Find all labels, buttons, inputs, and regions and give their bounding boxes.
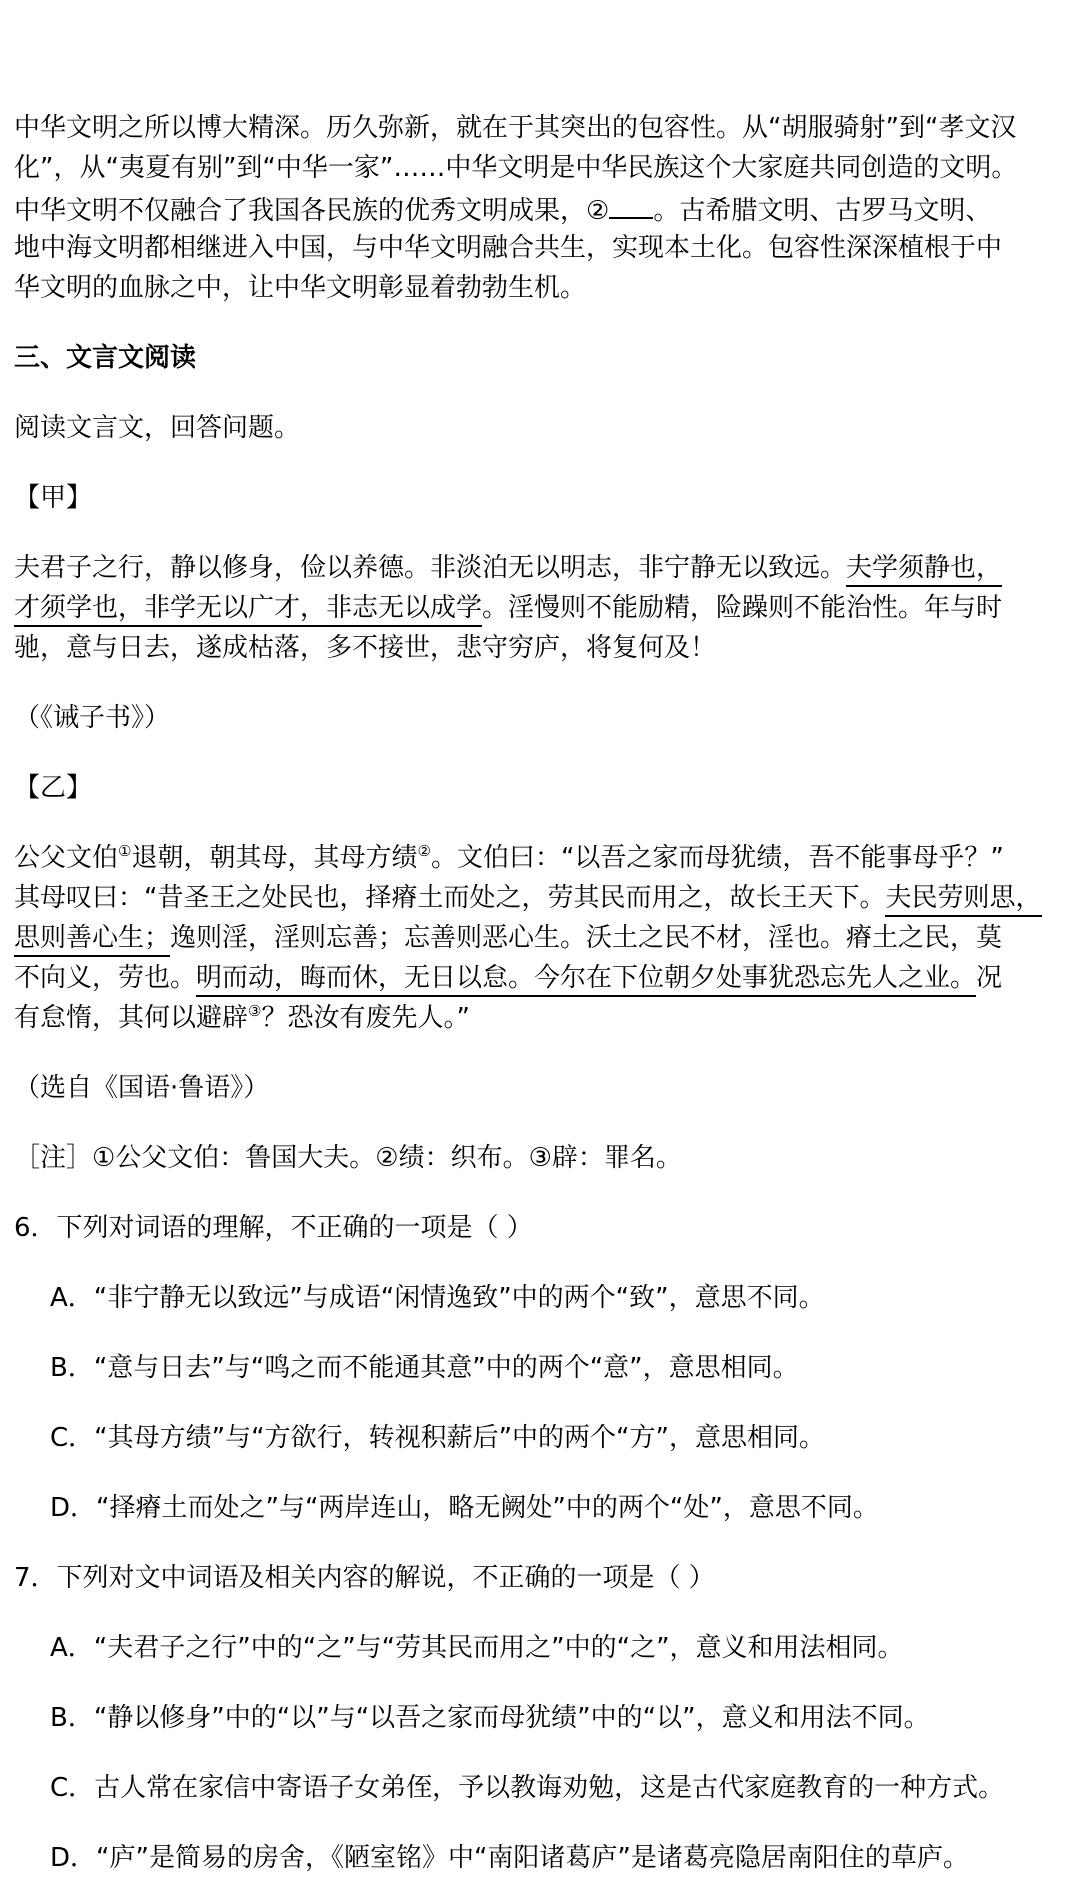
section-title: 三、文言文阅读 bbox=[14, 343, 197, 373]
answer-blank[interactable] bbox=[609, 195, 653, 219]
yi-text: 退朝，朝其母，其母方绩 bbox=[131, 843, 418, 873]
yi-line bbox=[14, 842, 1004, 873]
jia-line bbox=[14, 555, 1002, 581]
passage-line: 地中海文明都相继进入中国，与中华文明融合共生，实现本土化。包容性深深植根于中 bbox=[14, 233, 1003, 263]
yi-text: ？恐汝有废先人。” bbox=[261, 1003, 470, 1033]
question-7-option-d[interactable]: D．“庐”是简易的房舍，《陋室铭》中“南阳诸葛庐”是诸葛亮隐居南阳住的草庐。 bbox=[50, 1843, 969, 1873]
question-7-stem: 7．下列对文中词语及相关内容的解说，不正确的一项是（ ） bbox=[14, 1563, 715, 1593]
text-label-yi: 【乙】 bbox=[14, 773, 93, 803]
jia-line: 驰，意与日去，遂成枯落，多不接世，悲守穷庐，将复何及！ bbox=[14, 633, 717, 663]
yi-text: 不向义，劳也。 bbox=[14, 963, 197, 993]
jia-source: （《诫子书》） bbox=[14, 703, 171, 733]
jia-line bbox=[14, 595, 1002, 621]
yi-source: （选自《国语·鲁语》） bbox=[14, 1073, 270, 1103]
question-6-option-b[interactable]: B．“意与日去”与“鸣之而不能通其意”中的两个“意”，意思相同。 bbox=[50, 1353, 799, 1383]
question-6-option-d[interactable]: D．“择瘠土而处之”与“两岸连山，略无阙处”中的两个“处”，意思不同。 bbox=[50, 1493, 879, 1523]
yi-text: 。文伯曰：“以吾之家而母犹绩，吾不能事母乎？” bbox=[430, 843, 1004, 873]
question-6-option-c[interactable]: C．“其母方绩”与“方欲行，转视积薪后”中的两个“方”，意思相同。 bbox=[50, 1423, 825, 1453]
yi-text: 其母叹曰：“昔圣王之处民也，择瘠土而处之，劳其民而用之，故长王天下。 bbox=[14, 883, 886, 913]
text-label-jia: 【甲】 bbox=[14, 483, 93, 513]
yi-line bbox=[14, 965, 1002, 991]
yi-line bbox=[14, 925, 1002, 951]
annotation-notes: ［注］①公父文伯：鲁国大夫。②绩：织布。③辟：罪名。 bbox=[14, 1143, 682, 1173]
passage-text: 中华文明不仅融合了我国各民族的优秀文明成果，② bbox=[14, 196, 610, 226]
question-6-option-a[interactable]: A．“非宁静无以致远”与成语“闲情逸致”中的两个“致”，意思不同。 bbox=[50, 1283, 825, 1313]
question-7-option-a[interactable]: A．“夫君子之行”中的“之”与“劳其民而用之”中的“之”，意义和用法相同。 bbox=[50, 1633, 904, 1663]
question-7-option-c[interactable]: C．古人常在家信中寄语子女弟侄，予以教诲劝勉，这是古代家庭教育的一种方式。 bbox=[50, 1773, 1005, 1803]
yi-line bbox=[14, 885, 1042, 911]
footnote-marker: ② bbox=[417, 842, 431, 860]
footnote-marker: ③ bbox=[248, 1002, 262, 1020]
underlined-sentence: 才须学也，非学无以广才，非志无以成学 bbox=[14, 593, 482, 627]
question-7-option-b[interactable]: B．“静以修身”中的“以”与“以吾之家而母犹绩”中的“以”，意义和用法不同。 bbox=[50, 1703, 930, 1733]
yi-text: 逸则淫，淫则忘善；忘善则恶心生。沃土之民不材，淫也。瘠土之民，莫 bbox=[170, 923, 1003, 953]
jia-text: 。淫慢则不能励精，险躁则不能治性。年与时 bbox=[482, 593, 1003, 623]
underlined-sentence: 夫学须静也， bbox=[846, 553, 1002, 587]
yi-text: 有怠惰，其何以避辟 bbox=[14, 1003, 249, 1033]
passage-line: 化”，从“夷夏有别”到“中华一家”……中华文明是中华民族这个大家庭共同创造的文明。 bbox=[14, 153, 1018, 183]
section-instruction: 阅读文言文，回答问题。 bbox=[14, 413, 301, 443]
question-6-stem: 6．下列对词语的理解，不正确的一项是（ ） bbox=[14, 1213, 533, 1243]
passage-text: 。古希腊文明、古罗马文明、 bbox=[653, 196, 992, 226]
jia-text: 夫君子之行，静以修身，俭以养德。非淡泊无以明志，非宁静无以致远。 bbox=[14, 553, 847, 583]
yi-text: 况 bbox=[976, 963, 1003, 993]
underlined-sentence: 夫民劳则思， bbox=[885, 883, 1041, 917]
underlined-sentence: 明而动，晦而休，无日以怠。今尔在下位朝夕处事犹恐忘先人之业。 bbox=[196, 963, 976, 997]
underlined-sentence: 思则善心生； bbox=[14, 923, 170, 957]
passage-line: 华文明的血脉之中，让中华文明彰显着勃勃生机。 bbox=[14, 273, 587, 303]
footnote-marker: ① bbox=[118, 842, 132, 860]
passage-line bbox=[14, 195, 991, 224]
yi-text: 公父文伯 bbox=[14, 843, 119, 873]
yi-line bbox=[14, 1002, 470, 1033]
passage-line: 中华文明之所以博大精深。历久弥新，就在于其突出的包容性。从“胡服骑射”到“孝文汉 bbox=[14, 113, 1017, 143]
